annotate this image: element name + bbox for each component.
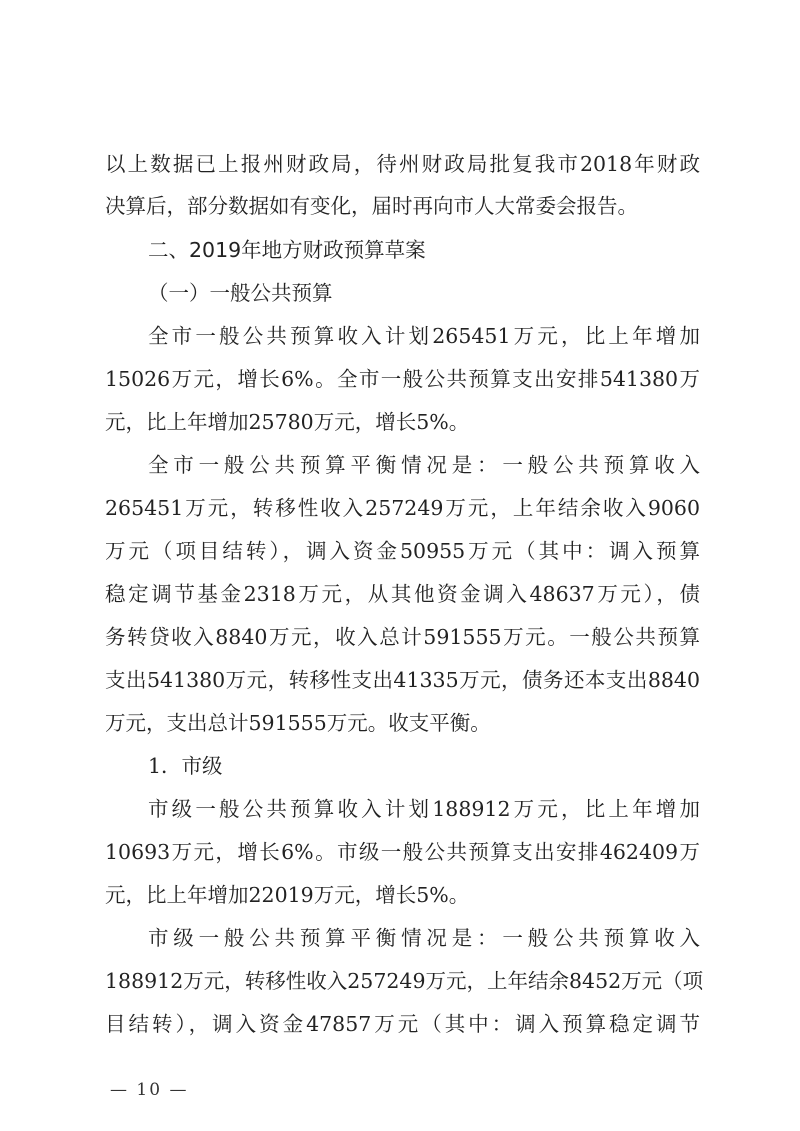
paragraph-line: 全市一般公共预算收入计划265451万元，比上年增加 <box>148 324 700 348</box>
paragraph-line: 元，比上年增加22019万元，增长5%。 <box>105 883 470 907</box>
paragraph-line: 目结转），调入资金47857万元（其中：调入预算稳定调节 <box>105 1012 700 1036</box>
paragraph-line: 稳定调节基金2318万元，从其他资金调入48637万元），债 <box>105 582 700 606</box>
paragraph-line: 以上数据已上报州财政局，待州财政局批复我市2018年财政 <box>105 152 700 176</box>
paragraph-line: 265451万元，转移性收入257249万元，上年结余收入9060 <box>105 496 700 520</box>
section-heading: 二、2019年地方财政预算草案 <box>148 238 426 262</box>
paragraph-line: 万元，支出总计591555万元。收支平衡。 <box>105 711 491 735</box>
page-number: — 10 — <box>110 1080 189 1100</box>
paragraph-line: 全市一般公共预算平衡情况是：一般公共预算收入 <box>148 453 700 477</box>
paragraph-line: 市级一般公共预算收入计划188912万元，比上年增加 <box>148 797 700 821</box>
paragraph-line: 市级一般公共预算平衡情况是：一般公共预算收入 <box>148 926 700 950</box>
subsection-heading: （一）一般公共预算 <box>148 281 333 305</box>
subsection-heading: 1．市级 <box>148 754 223 778</box>
paragraph-line: 元，比上年增加25780万元，增长5%。 <box>105 410 470 434</box>
paragraph-line: 万元（项目结转），调入资金50955万元（其中：调入预算 <box>105 539 700 563</box>
paragraph-line: 188912万元，转移性收入257249万元，上年结余8452万元（项 <box>105 969 704 993</box>
paragraph-line: 支出541380万元，转移性支出41335万元，债务还本支出8840 <box>105 668 700 692</box>
paragraph-line: 10693万元，增长6%。市级一般公共预算支出安排462409万 <box>105 840 700 864</box>
paragraph-line: 15026万元，增长6%。全市一般公共预算支出安排541380万 <box>105 367 700 391</box>
paragraph-line: 决算后，部分数据如有变化，届时再向市人大常委会报告。 <box>105 194 638 218</box>
paragraph-line: 务转贷收入8840万元，收入总计591555万元。一般公共预算 <box>105 625 700 649</box>
